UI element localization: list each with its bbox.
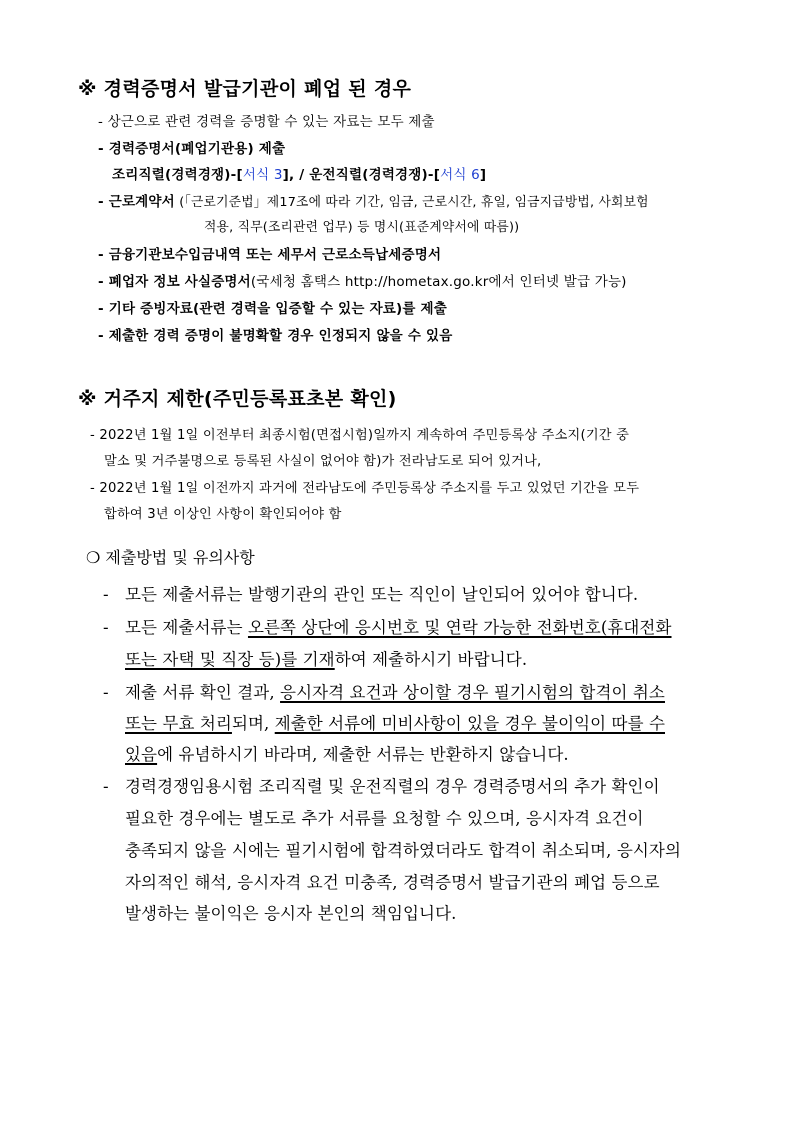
- dash: -: [103, 683, 109, 702]
- s1-line: - 제출한 경력 증명이 불명확할 경우 인정되지 않을 수 있음: [98, 328, 453, 344]
- s1-text: (「근로기준법」제17조에 따라 기간, 임금, 근로시간, 휴일, 임금지급방법, 사회보험: [174, 195, 649, 210]
- s2-line: 말소 및 거주불명으로 등록된 사실이 없어야 함)가 전라남도로 되어 있거나,: [104, 454, 542, 469]
- s3-para-4: [103, 773, 660, 797]
- s3-underlined: 있음: [125, 745, 158, 764]
- s3-para-3-cont: [125, 710, 665, 734]
- s1-line: - 기타 증빙자료(관련 경력을 입증할 수 있는 자료)를 제출: [98, 301, 448, 317]
- s1-line: - 금융기관보수입금내역 또는 세무서 근로소득납세증명서: [98, 247, 442, 263]
- s3-para-4-cont: 자의적인 해석, 응시자격 요건 미충족, 경력증명서 발급기관의 폐업 등으로: [125, 873, 660, 892]
- s3-para-4-cont: 충족되지 않을 시에는 필기시험에 합격하였더라도 합격이 취소되며, 응시자의: [125, 841, 682, 860]
- s3-text: 모든 제출서류는 발행기관의 관인 또는 직인이 날인되어 있어야 합니다.: [125, 585, 639, 604]
- s3-para-2-cont: [125, 646, 527, 670]
- s1-text: 조리직렬(경력경쟁)-[: [112, 167, 243, 183]
- s3-text: 되며,: [231, 714, 275, 733]
- s1-bold: - 폐업자 정보 사실증명서: [98, 274, 251, 290]
- s3-para-1: [103, 581, 638, 605]
- s3-underlined: 또는 자택 및 직장 등)를 기재: [125, 650, 335, 669]
- s2-line: - 2022년 1월 1일 이전부터 최종시험(면접시험)일까지 계속하여 주민등록상 주소지(기간 중: [90, 428, 630, 443]
- s3-text: 경력경쟁임용시험 조리직렬 및 운전직렬의 경우 경력증명서의 추가 확인이: [125, 777, 660, 796]
- s2-line: 합하여 3년 이상인 사항이 확인되어야 함: [104, 507, 342, 522]
- section3-title: ❍ 제출방법 및 유의사항: [86, 548, 255, 567]
- section2-title: ※ 거주지 제한(주민등록표초본 확인): [78, 388, 397, 410]
- s1-line: [98, 270, 627, 290]
- dash: -: [103, 777, 109, 796]
- section1-title: ※ 경력증명서 발급기관이 폐업 된 경우: [78, 78, 412, 100]
- s3-para-3: [103, 679, 665, 703]
- s3-para-4-cont: 필요한 경우에는 별도로 추가 서류를 요청할 수 있으며, 응시자격 요건이: [125, 809, 644, 828]
- s3-underlined: 오른쪽 상단에 응시번호 및 연락 가능한 전화번호(휴대전화: [247, 618, 672, 637]
- form-3-link[interactable]: 서식 3: [242, 167, 283, 183]
- s1-text: (국세청 홈택스 http://hometax.go.kr에서 인터넷 발급 가능): [250, 274, 627, 290]
- dash: -: [103, 618, 109, 637]
- s1-bold: - 근로계약서: [98, 194, 175, 210]
- form-6-link[interactable]: 서식 6: [440, 167, 480, 183]
- s1-line: 적용, 직무(조리관련 업무) 등 명시(표준계약서에 따름)): [204, 220, 520, 235]
- s1-line: [98, 190, 649, 210]
- s3-text: 제출 서류 확인 결과,: [125, 683, 281, 702]
- s1-line: - 경력증명서(폐업기관용) 제출: [98, 141, 286, 157]
- s1-text: ]: [479, 167, 487, 183]
- s1-line: - 상근으로 관련 경력을 증명할 수 있는 자료는 모두 제출: [98, 114, 435, 130]
- s1-text: ], / 운전직렬(경력경쟁)-[: [282, 167, 441, 183]
- s3-para-4-cont: 발생하는 불이익은 응시자 본인의 책임입니다.: [125, 904, 457, 923]
- s2-line: - 2022년 1월 1일 이전까지 과거에 전라남도에 주민등록상 주소지를 두고 있었던 기간을 모두: [90, 481, 640, 496]
- dash: -: [103, 585, 109, 604]
- s3-text: 모든 제출서류는: [125, 618, 248, 637]
- s3-text: 하여 제출하시기 바랍니다.: [334, 650, 528, 669]
- s3-underlined: 제출한 서류에 미비사항이 있을 경우 불이익이 따를 수: [274, 714, 665, 733]
- s3-underlined: 응시자격 요건과 상이할 경우 필기시험의 합격이 취소: [280, 683, 665, 702]
- s1-form-reference: [112, 163, 486, 183]
- s3-underlined: 또는 무효 처리: [125, 714, 232, 733]
- s3-text: 에 유념하시기 바라며, 제출한 서류는 반환하지 않습니다.: [157, 745, 569, 764]
- s3-para-3-cont: [125, 741, 569, 765]
- s3-para-2: [103, 614, 672, 638]
